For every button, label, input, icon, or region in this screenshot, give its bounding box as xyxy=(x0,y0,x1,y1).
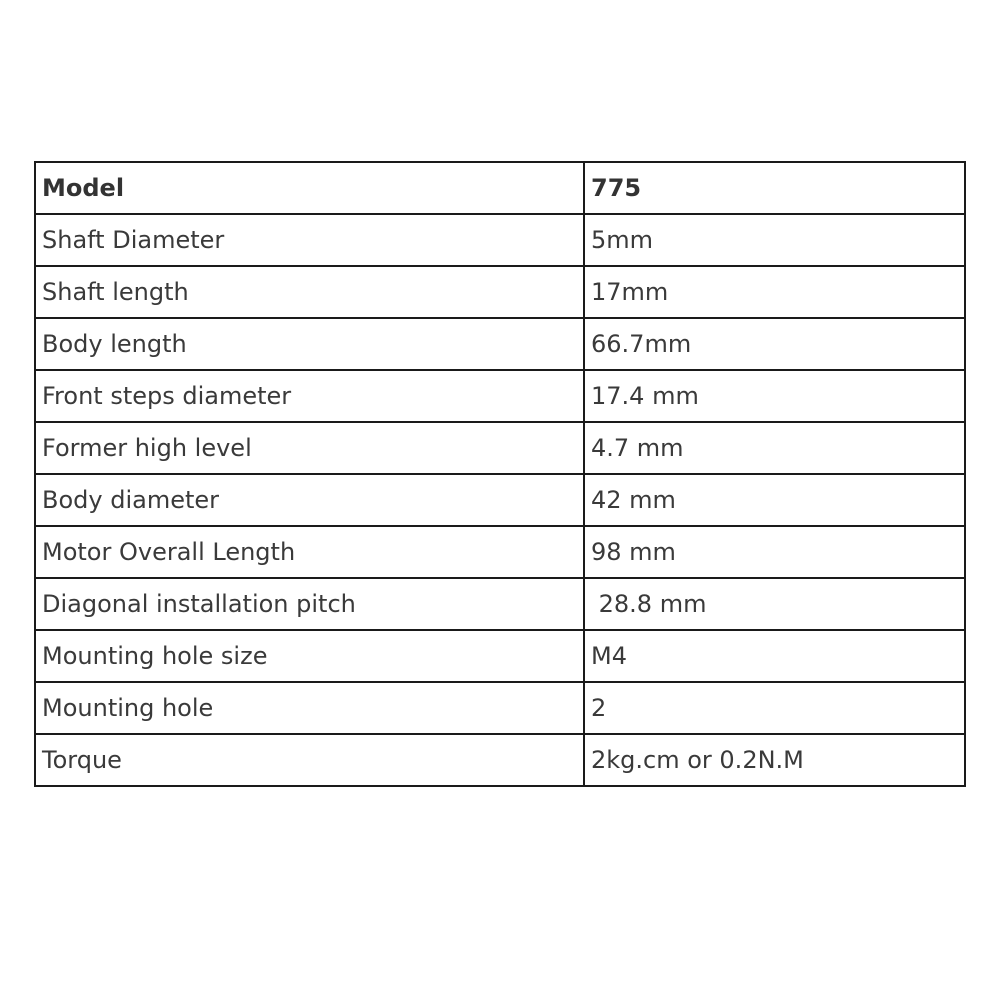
row-value-cell: 17.4 mm xyxy=(584,370,965,422)
row-value-cell: 98 mm xyxy=(584,526,965,578)
motor-spec-table xyxy=(34,161,966,787)
row-value-cell: 17mm xyxy=(584,266,965,318)
table-header-row xyxy=(35,162,965,214)
table-row xyxy=(35,318,965,370)
header-value-cell: 775 xyxy=(584,162,965,214)
row-label-cell: Former high level xyxy=(35,422,584,474)
row-label-cell: Mounting hole size xyxy=(35,630,584,682)
table-row xyxy=(35,682,965,734)
row-value-cell: 4.7 mm xyxy=(584,422,965,474)
row-label-cell: Motor Overall Length xyxy=(35,526,584,578)
row-label-cell: Body diameter xyxy=(35,474,584,526)
table-row xyxy=(35,474,965,526)
table-row xyxy=(35,578,965,630)
row-value-cell: 5mm xyxy=(584,214,965,266)
table-row xyxy=(35,630,965,682)
row-label-cell: Mounting hole xyxy=(35,682,584,734)
row-label-cell: Body length xyxy=(35,318,584,370)
table-row xyxy=(35,734,965,786)
spec-table-body xyxy=(35,162,965,786)
header-label-cell: Model xyxy=(35,162,584,214)
row-label-cell: Shaft length xyxy=(35,266,584,318)
row-value-cell: 2 xyxy=(584,682,965,734)
row-value-cell: 2kg.cm or 0.2N.M xyxy=(584,734,965,786)
row-value-cell: 28.8 mm xyxy=(584,578,965,630)
row-label-cell: Shaft Diameter xyxy=(35,214,584,266)
row-value-cell: 42 mm xyxy=(584,474,965,526)
row-value-cell: 66.7mm xyxy=(584,318,965,370)
table-row xyxy=(35,370,965,422)
row-label-cell: Diagonal installation pitch xyxy=(35,578,584,630)
row-label-cell: Torque xyxy=(35,734,584,786)
table-row xyxy=(35,526,965,578)
table-row xyxy=(35,266,965,318)
table-row xyxy=(35,422,965,474)
table-row xyxy=(35,214,965,266)
row-label-cell: Front steps diameter xyxy=(35,370,584,422)
row-value-cell: M4 xyxy=(584,630,965,682)
